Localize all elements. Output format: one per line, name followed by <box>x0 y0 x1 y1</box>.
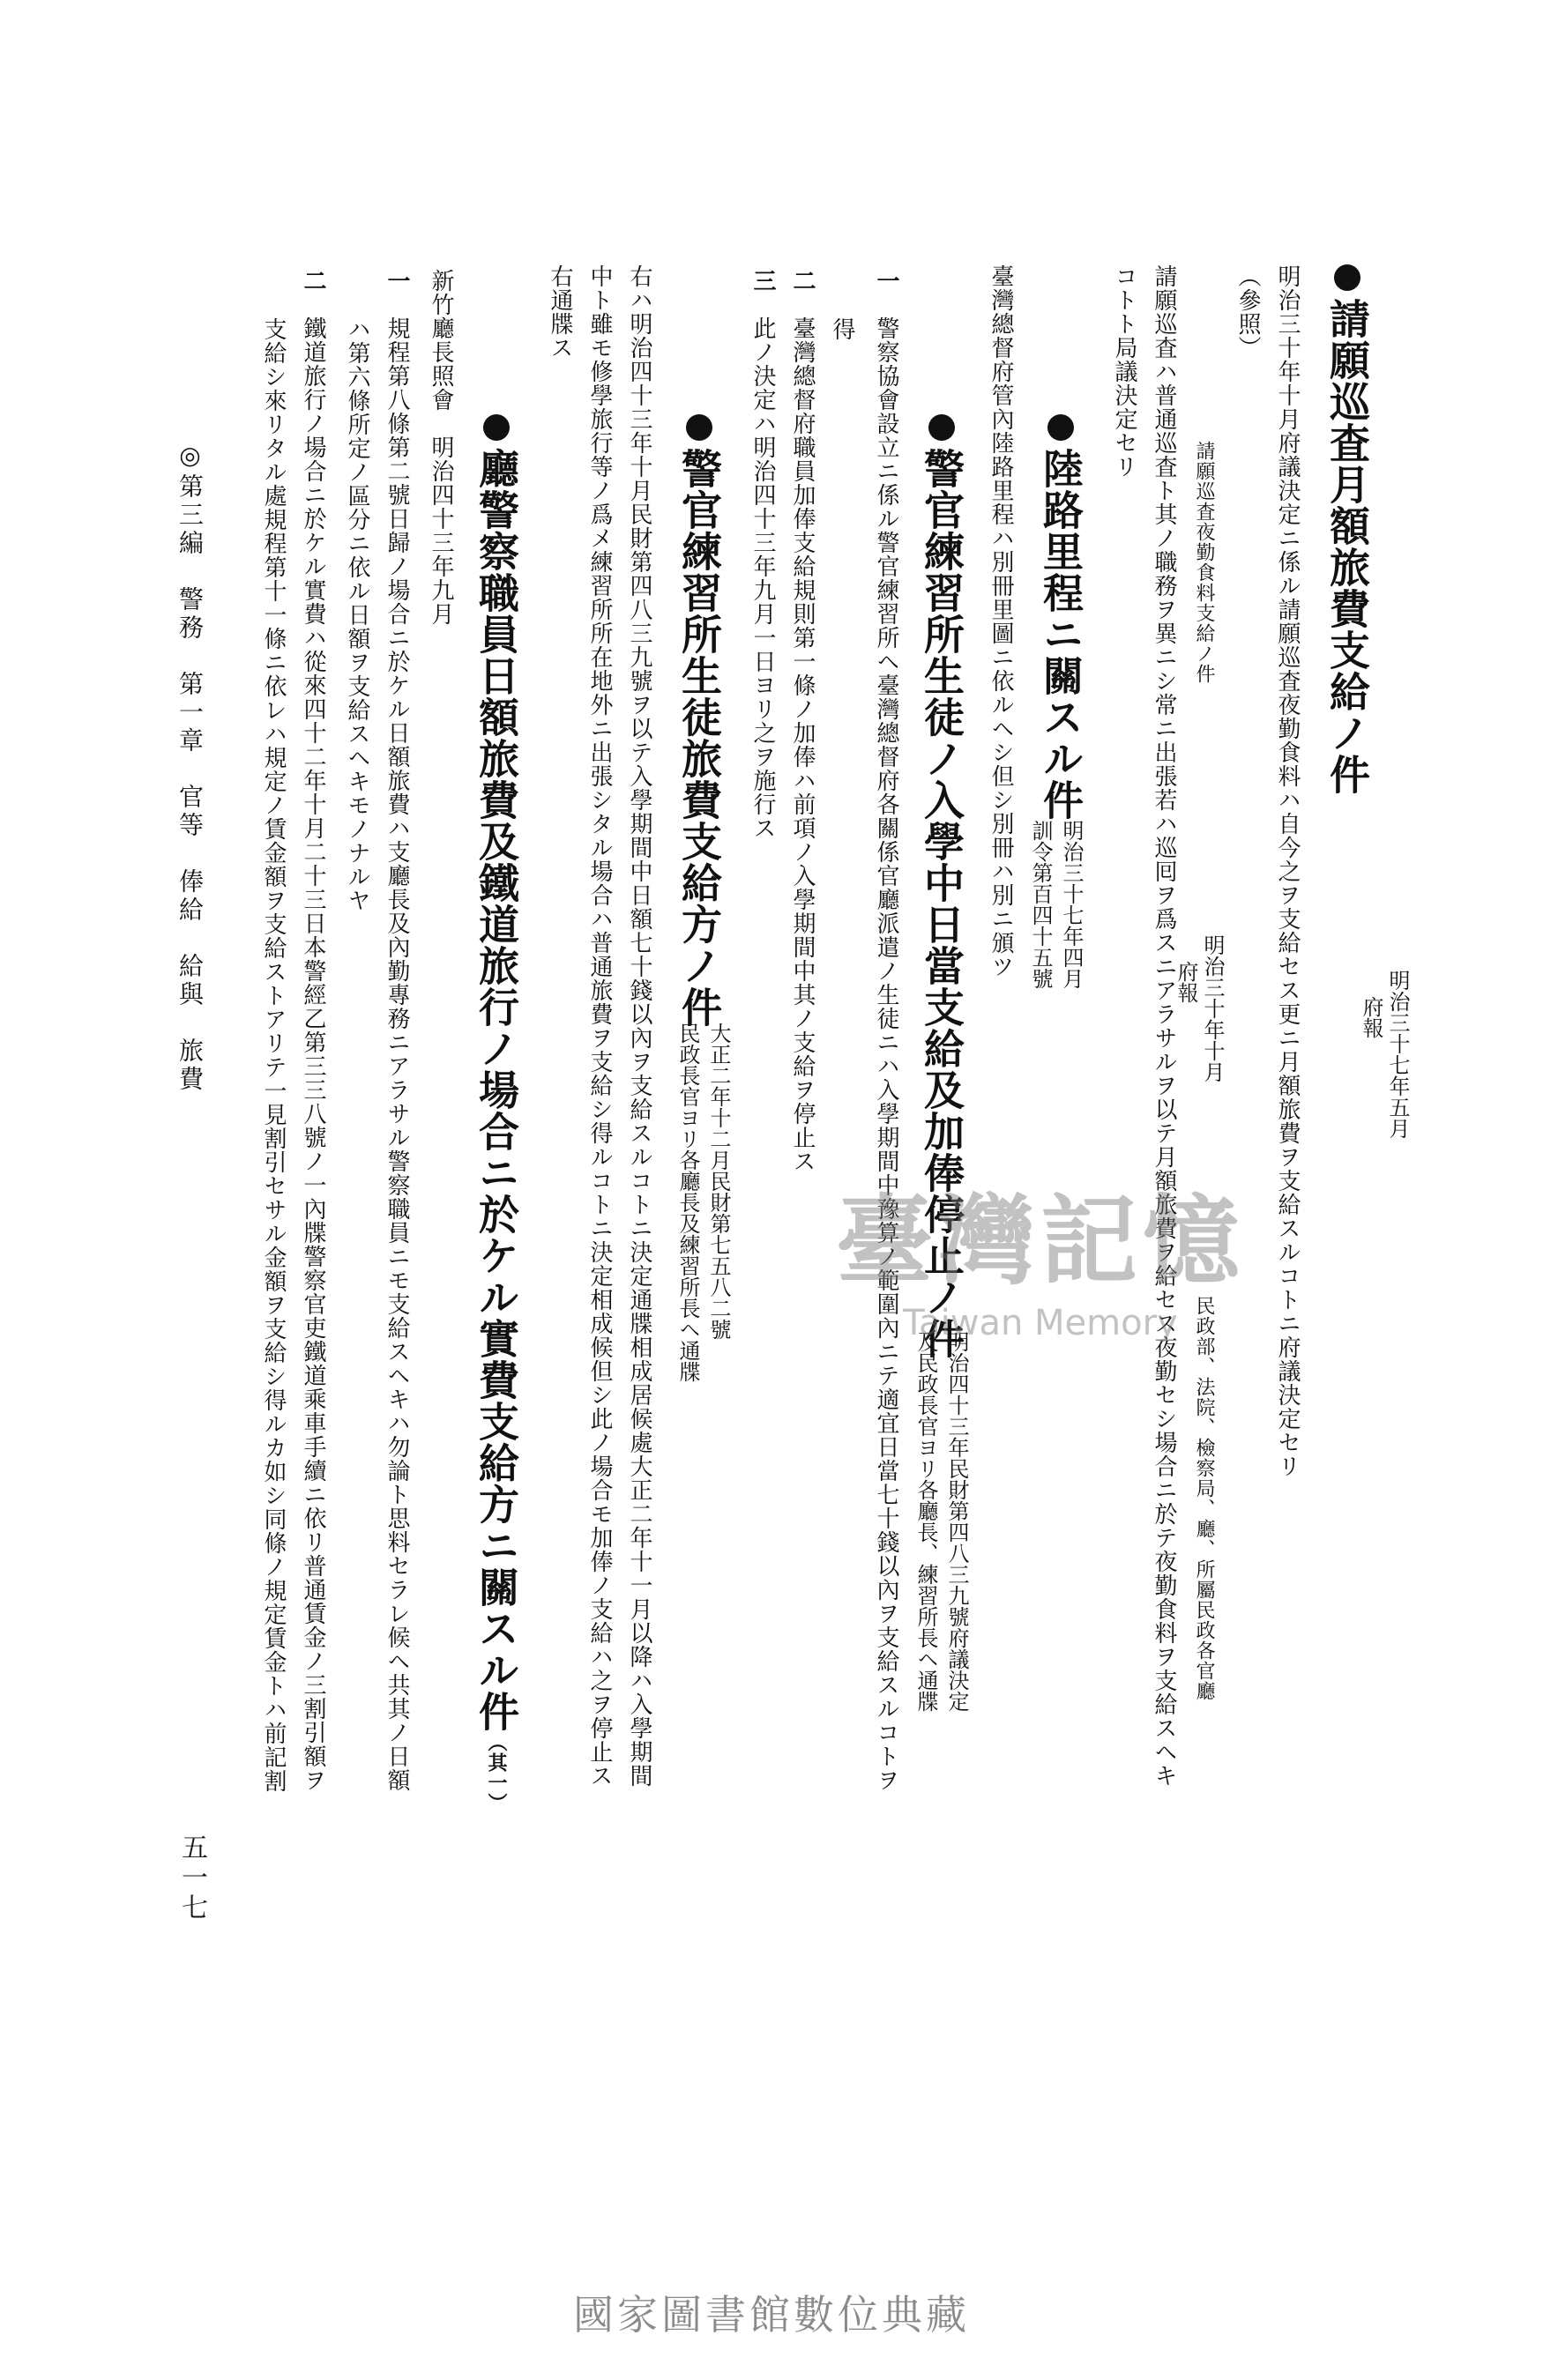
section-date-4: 大正二年十二月民財第七五八二號 <box>706 1023 731 1340</box>
section-body-4-line-2: 中ト雖モ修學旅行等ノ爲メ練習所所在地外ニ出張シタル場合ハ普通旅費ヲ支給シ得ルコトニ決定相成候但シ此ノ場合モ加俸ノ支給ハ之ヲ停止ス <box>586 264 613 1788</box>
list-item-continued: 得 <box>829 317 855 341</box>
list-item: 三 此ノ決定ハ明治四十三年九月一日ヨリ之ヲ施行ス <box>749 269 776 840</box>
reference-recipients: 民政部、法院、檢察局、廳、所屬民政各官廳 <box>1193 1296 1215 1701</box>
running-footer: ◎第三編 警務 第一章 官等 俸給 給與 旅費 <box>175 441 205 1094</box>
section-title-1: 請願巡査月額旅費支給ノ件 <box>1323 264 1372 795</box>
list-item-continued: ハ第六條所定ノ區分ニ依ル日額ヲ支給スヘキモノナルヤ <box>344 317 370 912</box>
section-source-1: 府報 <box>1359 996 1383 1038</box>
list-item: 二 臺灣總督府職員加俸支給規則第一條ノ加俸ハ前項ノ入學期間中其ノ支給ヲ停止ス <box>789 269 816 1173</box>
section-body-1: 明治三十年十月府議決定ニ係ル請願巡査夜勤食料ハ自今之ヲ支給セス更ニ月額旅費ヲ支給スルコトニ府議決定セリ <box>1274 264 1301 1478</box>
section-source-2: 訓令第百四十五號 <box>1028 820 1053 989</box>
reference-date: 明治三十年十月 <box>1200 934 1225 1082</box>
section-sender-5: 新竹廳長照會 明治四十三年九月 <box>428 269 454 626</box>
bullet-icon <box>928 414 955 441</box>
reference-label: （參照） <box>1234 264 1261 360</box>
bullet-icon <box>686 414 712 441</box>
list-item: 一 警察協會設立ニ係ル警官練習所ヘ臺灣總督府各關係官廳派遣ノ生徒ニハ入學期間中豫算ノ範圍內ニテ適宜日當七十錢以內ヲ支給スルコトヲ <box>873 269 899 1792</box>
section-title-4: 警官練習所生徒旅費支給方ノ件 <box>675 414 724 1028</box>
reference-subject: 請願巡査夜勤食料支給ノ件 <box>1193 441 1215 684</box>
section-recipients-3: 及民政長官ヨリ各廳長、練習所長ヘ通牒 <box>913 1331 938 1712</box>
list-item-continued: 支給シ來リタル處規程第十一條ニ依レハ規定ノ賃金額ヲ支給ストアリテ一見割引セサル金額ヲ支給シ得ルカ如シ同條ノ規定賃金トハ前記割 <box>260 317 287 1793</box>
section-date-3: 明治四十三年民財第四八三九號府議決定 <box>944 1331 969 1712</box>
section-title-3: 警官練習所生徒ノ入學中日當支給及加俸停止ノ件 <box>917 414 966 1359</box>
section-body-4-line-1: 右ハ明治四十三年十月民財第四八三九號ヲ以テ入學期間中日額七十錢以內ヲ支給スルコトニ決定通牒相成居候處大正二年十一月以降ハ入學期間 <box>626 264 652 1788</box>
list-item: 二 鐵道旅行ノ場合ニ於ケル實費ハ從來四十二年十月二十三日本警經乙第三三八號ノ一內牒警察官吏鐵道乘車手續ニ依リ普通賃金ノ三割引額ヲ <box>300 269 326 1792</box>
section-recipients-4: 民政長官ヨリ各廳長及練習所長ヘ通牒 <box>675 1023 700 1382</box>
section-body-4-line-3: 右通牒ス <box>547 264 573 360</box>
watermark-logo: 臺灣記憶 Taiwan Memory <box>836 1185 1245 1343</box>
section-date-2: 明治三十七年四月 <box>1059 820 1084 989</box>
bullet-icon <box>1047 414 1074 441</box>
section-title-2: 陸路里程ニ關スル件 <box>1036 414 1085 821</box>
reference-body-line-2: コトト局議決定セリ <box>1111 264 1137 479</box>
bullet-icon <box>483 414 510 441</box>
page-number: 五一七 <box>176 1833 207 1923</box>
reference-body-line-1: 請願巡査ハ普通巡査ト其ノ職務ヲ異ニシ常ニ出張若ハ巡囘ヲ爲スニアラサルヲ以テ月額旅費ヲ給セス夜勤セシ場合ニ於テ夜勤食料ヲ支給スヘキ <box>1151 264 1177 1788</box>
archive-stamp: 國家圖書館數位典藏 <box>573 2291 970 2339</box>
reference-source: 府報 <box>1174 961 1198 1003</box>
section-title-5: 廳警察職員日額旅費及鐵道旅行ノ場合ニ於ケル實費支給方ニ關スル件（其一） <box>472 414 521 1813</box>
bullet-icon <box>1334 264 1360 291</box>
list-item: 一 規程第八條第二號日歸ノ場合ニ於ケル日額旅費ハ支廳長及內勤專務ニアラサル警察職員ニモ支給スヘキハ勿論ト思料セラレ候ヘ共其ノ日額 <box>384 269 410 1792</box>
section-body-2: 臺灣總督府管內陸路里程ハ別冊里圖ニ依ルヘシ但シ別冊ハ別ニ頒ツ <box>988 264 1014 978</box>
section-date-1: 明治三十七年五月 <box>1385 970 1410 1139</box>
